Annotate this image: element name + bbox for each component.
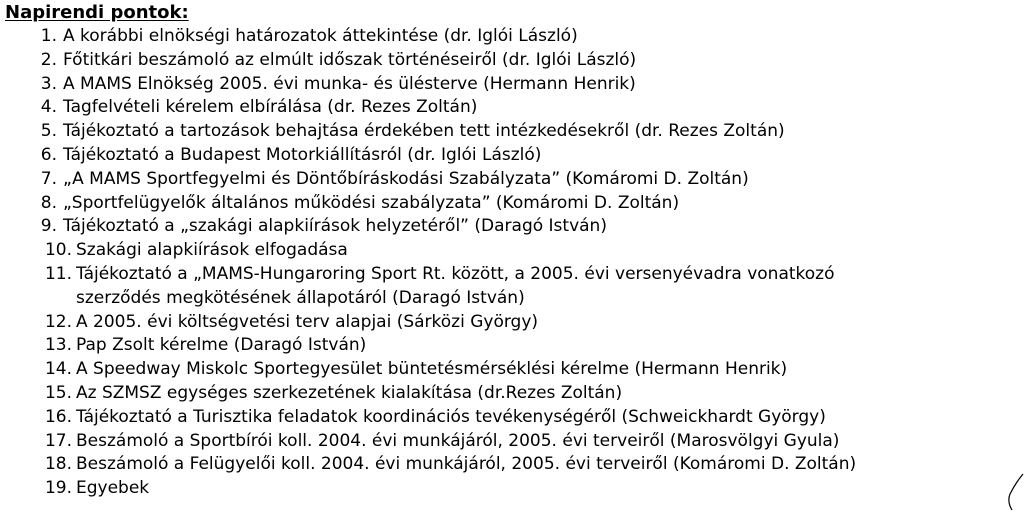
agenda-item (0, 382, 856, 406)
agenda-item (0, 453, 856, 477)
agenda-item (0, 96, 856, 120)
agenda-list (0, 25, 856, 501)
agenda-item (0, 430, 856, 454)
agenda-item (0, 263, 856, 311)
agenda-item-text: A Speedway Miskolc Sportegyesület büntetésmérséklési kérelme (Hermann Henrik) (76, 359, 788, 380)
agenda-item-number: 16. (44, 406, 72, 427)
agenda-item-text: A MAMS Elnökség 2005. évi munka- és ülésterve (Hermann Henrik) (63, 73, 636, 94)
agenda-item-text: Pap Zsolt kérelme (Daragó István) (76, 335, 367, 356)
agenda-item-text: Egyebek (76, 478, 150, 499)
agenda-item (0, 144, 856, 168)
agenda-item-number: 12. (44, 311, 72, 332)
agenda-item-number: 2. (40, 49, 57, 70)
agenda-item-number: 9. (40, 216, 57, 237)
agenda-item-text-line2: szerződés megkötésének állapotáról (Daragó István) (76, 287, 525, 308)
agenda-item-text: „A MAMS Sportfegyelmi és Döntőbíráskodási Szabályzata” (Komáromi D. Zoltán) (63, 168, 749, 189)
agenda-item-text (76, 263, 835, 311)
agenda-item-number: 7. (40, 168, 57, 189)
agenda-item-number: 19. (44, 478, 72, 499)
agenda-item-text-line1: Tájékoztató a „MAMS-Hungaroring Sport Rt. között, a 2005. évi versenyévadra vonatkozó (76, 263, 835, 284)
agenda-item-number: 15. (44, 382, 72, 403)
agenda-item-text: Beszámoló a Felügyelői koll. 2004. évi munkájáról, 2005. évi terveiről (Komáromi D. Zoltán) (76, 454, 857, 475)
agenda-item (0, 168, 856, 192)
agenda-item-text: Tagfelvételi kérelem elbírálása (dr. Rezes Zoltán) (63, 97, 478, 118)
agenda-item (0, 477, 856, 501)
agenda-item-text: Tájékoztató a Turisztika feladatok koordinációs tevékenységéről (Schweickhardt György) (76, 406, 826, 427)
agenda-item (0, 49, 856, 73)
agenda-item-number: 5. (40, 121, 57, 142)
agenda-item-text: Az SZMSZ egységes szerkezetének kialakítása (dr.Rezes Zoltán) (76, 382, 623, 403)
agenda-item (0, 334, 856, 358)
agenda-item-text: „Sportfelügyelők általános működési szabályzata” (Komáromi D. Zoltán) (63, 192, 680, 213)
agenda-item-number: 14. (44, 359, 72, 380)
agenda-item-number: 13. (44, 335, 72, 356)
agenda-item (0, 311, 856, 335)
agenda-item-number: 8. (40, 192, 57, 213)
agenda-item-text: Főtitkári beszámoló az elmúlt időszak történéseiről (dr. Iglói László) (63, 49, 637, 70)
agenda-item (0, 215, 856, 239)
agenda-item-number: 3. (40, 73, 57, 94)
agenda-item (0, 358, 856, 382)
agenda-item-number: 4. (40, 97, 57, 118)
agenda-item (0, 192, 856, 216)
margin-pen-mark (1006, 472, 1024, 512)
agenda-item-text: Tájékoztató a Budapest Motorkiállításról (dr. Iglói László) (63, 144, 542, 165)
agenda-item (0, 406, 856, 430)
agenda-item-text: Szakági alapkiírások elfogadása (76, 240, 348, 261)
agenda-item-number: 18. (44, 454, 72, 475)
agenda-item-text: Tájékoztató a „szakági alapkiírások helyzetéről” (Daragó István) (63, 216, 607, 237)
agenda-item-number: 17. (44, 430, 72, 451)
agenda-item-text: Beszámoló a Sportbírói koll. 2004. évi munkájáról, 2005. évi terveiről (Marosvölgyi Gyula) (76, 430, 840, 451)
agenda-heading: Napirendi pontok: (5, 2, 189, 23)
agenda-item (0, 239, 856, 263)
agenda-item-text: A korábbi elnökségi határozatok áttekintése (dr. Iglói László) (63, 26, 578, 46)
agenda-item-number: 6. (40, 144, 57, 165)
agenda-item (0, 120, 856, 144)
agenda-item-number: 10. (44, 240, 72, 261)
agenda-item (0, 73, 856, 97)
agenda-item-text: Tájékoztató a tartozások behajtása érdekében tett intézkedésekről (dr. Rezes Zoltán) (63, 121, 785, 142)
agenda-item-number: 11. (44, 263, 72, 284)
agenda-item-text: A 2005. évi költségvetési terv alapjai (Sárközi György) (76, 311, 539, 332)
agenda-item-number: 1. (40, 26, 57, 46)
agenda-item (0, 25, 856, 49)
